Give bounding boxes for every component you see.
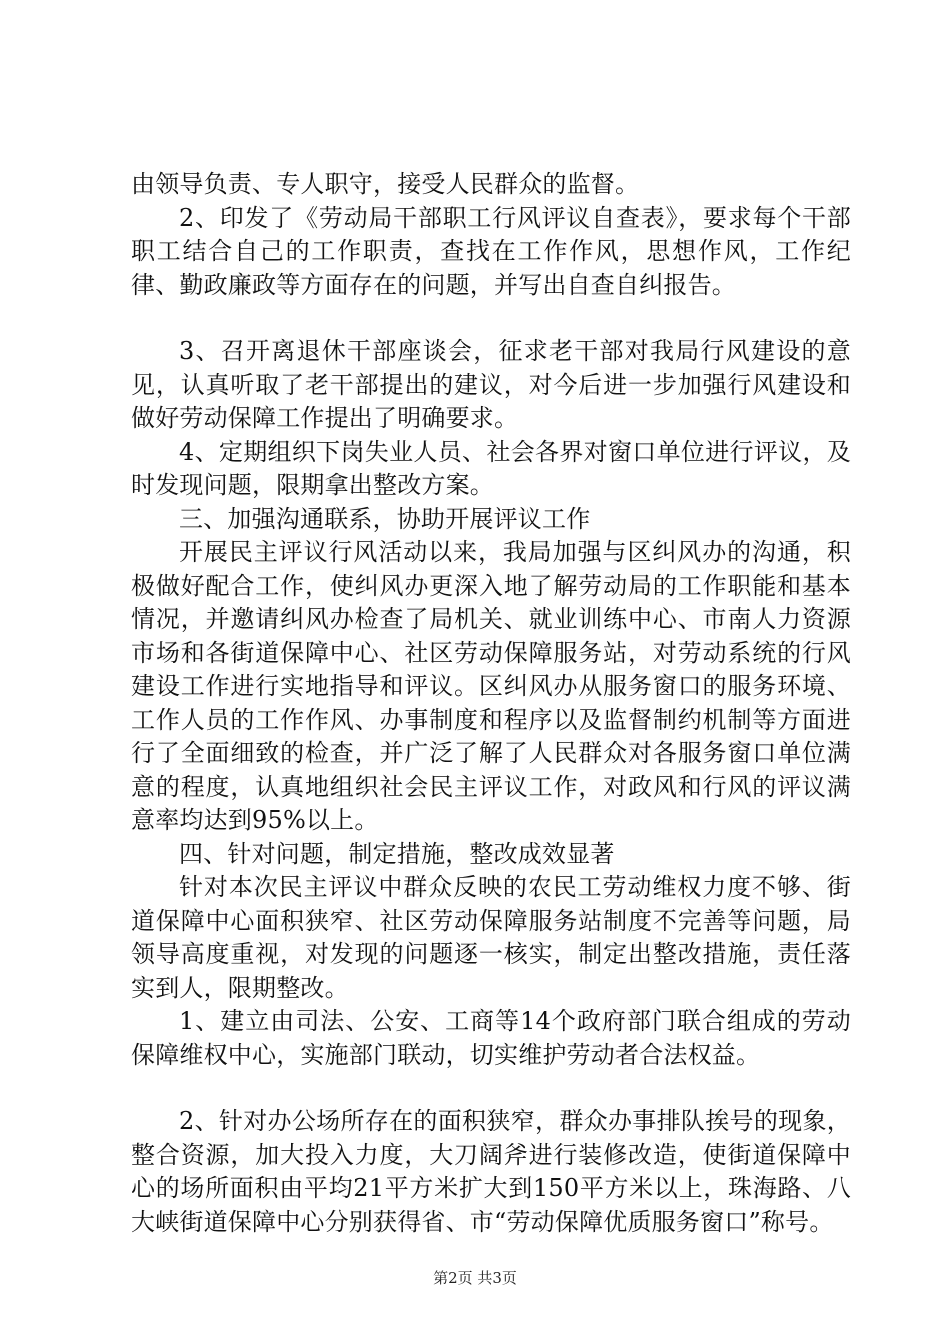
document-body: [131, 168, 851, 1239]
section-heading-4: 四、针对问题，制定措施，整改成效显著: [179, 839, 615, 868]
paragraph-1: 2、印发了《劳动局干部职工行风评议自查表》，要求每个干部职工结合自己的工作职责，查找在工作作风，思想作风，工作纪律、勤政廉政等方面存在的问题，并写出自查自纠报告。: [131, 203, 851, 299]
paragraph-0: 由领导负责、专人职守，接受人民群众的监督。: [131, 170, 640, 198]
section-heading-3: 三、加强沟通联系，协助开展评议工作: [179, 504, 591, 533]
paragraph-3: 4、定期组织下岗失业人员、社会各界对窗口单位进行评议，及时发现问题，限期拿出整改方案。: [131, 437, 851, 499]
paragraph-5: 开展民主评议行风活动以来，我局加强与区纠风办的沟通，积极做好配合工作，使纠风办更深入地了解劳动局的工作职能和基本情况，并邀请纠风办检查了局机关、就业训练中心、市南人力资源市场和各街道保障中心、社区劳动保障服务站，对劳动系统的行风建设工作进行实地指导和评议。区纠风办从服务窗口的服务环境、工作人员的工作作风、办事制度和程序以及监督制约机制等方面进行了全面细致的检查，并广泛了解了人民群众对各服务窗口单位满意的程度，认真地组织社会民主评议工作，对政风和行风的评议满意率均达到95%以上。: [131, 538, 851, 834]
paragraph-7: 针对本次民主评议中群众反映的农民工劳动维权力度不够、街道保障中心面积狭窄、社区劳动保障服务站制度不完善等问题，局领导高度重视，对发现的问题逐一核实，制定出整改措施，责任落实到人，限期整改。: [131, 873, 851, 1002]
paragraph-2: 3、召开离退休干部座谈会，征求老干部对我局行风建设的意见，认真听取了老干部提出的建议，对今后进一步加强行风建设和做好劳动保障工作提出了明确要求。: [131, 337, 851, 432]
paragraph-9: 2、针对办公场所存在的面积狭窄，群众办事排队挨号的现象，整合资源，加大投入力度，大刀阔斧进行装修改造，使街道保障中心的场所面积由平均21平方米扩大到150平方米以上，珠海路、八大峡街道保障中心分别获得省、市“劳动保障优质服务窗口”称号。: [131, 1107, 851, 1236]
page-footer: [0, 1267, 950, 1288]
page-number-label: 第2页 共3页: [433, 1269, 517, 1287]
paragraph-8: 1、建立由司法、公安、工商等14个政府部门联合组成的劳动保障维权中心，实施部门联动，切实维护劳动者合法权益。: [131, 1007, 851, 1069]
